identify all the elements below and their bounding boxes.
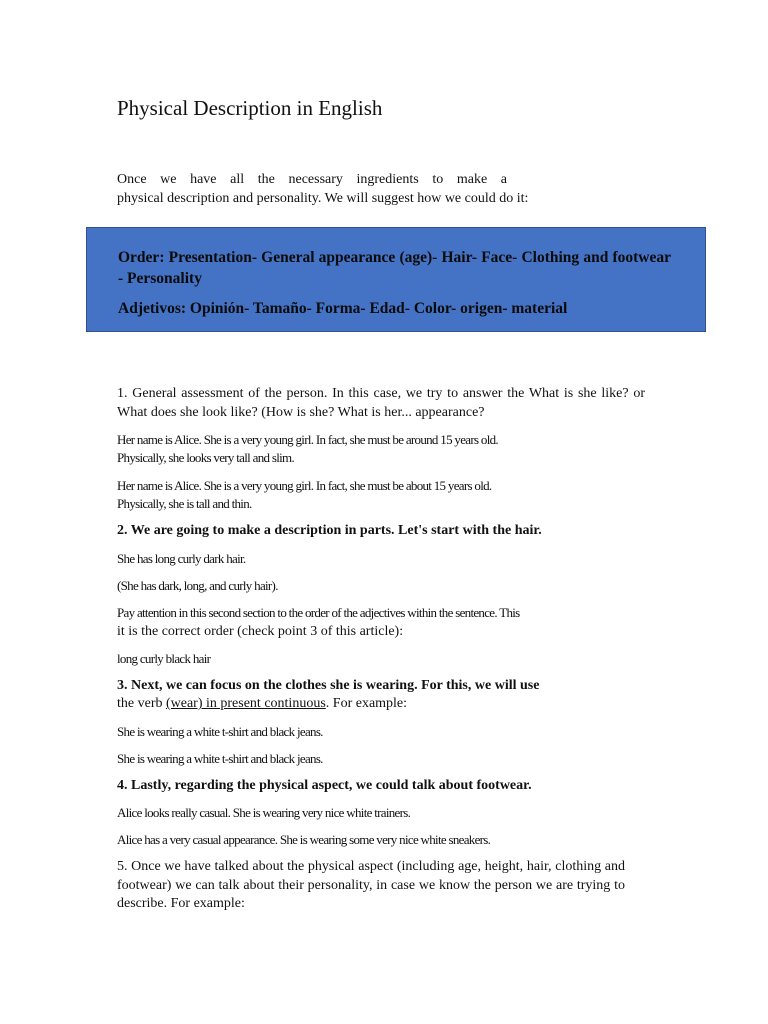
section-3-example-2: She is wearing a white t-shirt and black jeans. bbox=[117, 750, 323, 766]
adjectives-order-text: Adjetivos: Opinión- Tamaño- Forma- Edad- Color- origen- material bbox=[118, 300, 568, 317]
section-2-example-2: (She has dark, long, and curly hair). bbox=[117, 577, 278, 593]
section-1-example-2-line-1: Her name is Alice. She is a very young girl. In fact, she must be about 15 years old. bbox=[117, 478, 492, 493]
section-1-heading: 1. General assessment of the person. In this case, we try to answer the What is she like? or What does she look like? (How is she? What is her... appearance? bbox=[117, 386, 645, 420]
section-1-example-1 bbox=[117, 431, 645, 467]
section-3-heading-pre: the verb bbox=[117, 696, 166, 711]
section-5-paragraph: 5. Once we have talked about the physical aspect (including age, height, hair, clothing and footwear) we can talk about their personality, in case we know the person we are trying to describe. For example: bbox=[117, 859, 625, 911]
section-2-note-line-2: it is the correct order (check point 3 of this article): bbox=[117, 623, 404, 639]
section-2-note-line-1: Pay attention in this second section to the order of the adjectives within the sentence. This bbox=[117, 604, 520, 620]
section-4-example-2: Alice has a very casual appearance. She is wearing some very nice white sneakers. bbox=[117, 832, 491, 847]
section-2-heading: 2. We are going to make a description in parts. Let's start with the hair. bbox=[117, 523, 542, 538]
section-4-heading: 4. Lastly, regarding the physical aspect, we could talk about footwear. bbox=[117, 777, 532, 793]
section-3-example-1: She is wearing a white t-shirt and black jeans. bbox=[117, 723, 323, 739]
document-body bbox=[117, 385, 645, 914]
section-3-heading bbox=[117, 677, 645, 714]
order-text: Order: Presentation- General appearance (age)- Hair- Face- Clothing and footwear - Personality bbox=[118, 249, 671, 287]
section-3-heading-bold: 3. Next, we can focus on the clothes she is wearing. For this, we will use bbox=[117, 677, 540, 693]
section-2-example-1: She has long curly dark hair. bbox=[117, 550, 246, 566]
page-title: Physical Description in English bbox=[117, 96, 383, 120]
intro-line-1: Once we have all the necessary ingredients to make a bbox=[117, 172, 507, 187]
section-1-example-1-line-1: Her name is Alice. She is a very young girl. In fact, she must be around 15 years old. bbox=[117, 432, 498, 447]
section-3-heading-post: . For example: bbox=[325, 696, 408, 711]
section-3-heading-underlined: (wear) in present continuous bbox=[165, 696, 326, 711]
section-1-example-2 bbox=[117, 477, 645, 513]
intro-line-2: physical description and personality. We will suggest how we could do it: bbox=[117, 191, 529, 206]
section-1-example-2-line-2: Physically, she is tall and thin. bbox=[117, 496, 252, 511]
order-highlight-box bbox=[86, 227, 706, 332]
section-2-example-3: long curly black hair bbox=[117, 650, 211, 666]
intro-paragraph bbox=[117, 170, 529, 208]
section-2-note bbox=[117, 604, 645, 641]
section-4-example-1: Alice looks really casual. She is wearing very nice white trainers. bbox=[117, 805, 411, 820]
section-1-example-1-line-2: Physically, she looks very tall and slim. bbox=[117, 450, 294, 465]
